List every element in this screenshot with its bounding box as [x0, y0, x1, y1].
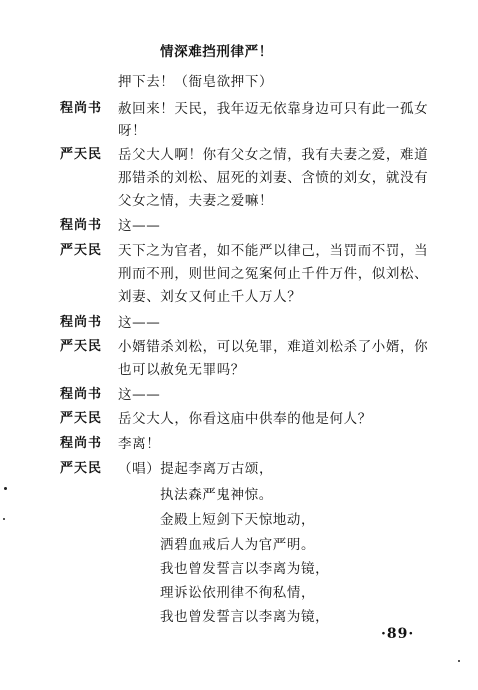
dialogue-line: 刑而不刑，则世间之冤案何止千件万件，似刘松、	[118, 266, 429, 282]
dialogue-line: 天下之为官者，如不能严以律己，当罚而不罚，当	[118, 243, 429, 259]
speaker-name: 严天民	[60, 147, 103, 162]
dialogue-line: 呀！	[118, 123, 147, 139]
speaker-name: 严天民	[60, 339, 103, 354]
verse-title: 情深难挡刑律严！	[160, 44, 273, 60]
dialogue-line: 刘妻、刘女又何止千人万人？	[118, 289, 302, 305]
speaker-name: 严天民	[60, 461, 103, 476]
song-line: 我也曾发誓言以李离为镜，	[160, 561, 330, 577]
scan-speck	[3, 518, 5, 520]
song-line: 执法森严鬼神惊。	[160, 487, 273, 503]
dialogue-line: 这——	[118, 387, 161, 403]
dialogue-line: 岳父大人，你看这庙中供奉的他是何人？	[118, 411, 372, 427]
dialogue-line: 这——	[118, 315, 161, 331]
speaker-name: 程尚书	[60, 101, 103, 116]
scan-speck	[4, 487, 7, 490]
scan-speck	[458, 660, 460, 662]
dialogue-line: 赦回来！天民，我年迈无依靠身边可只有此一孤女	[118, 101, 429, 117]
dialogue-line: 那错杀的刘松、屈死的刘妻、含愤的刘女，就没有	[118, 170, 429, 186]
speaker-name: 程尚书	[60, 436, 103, 451]
dialogue-line: 岳父大人啊！你有父女之情，我有夫妻之爱，难道	[118, 147, 429, 163]
speaker-name: 严天民	[60, 411, 103, 426]
dialogue-line: 父女之情，夫妻之爱嘛！	[118, 193, 274, 209]
speaker-name: 程尚书	[60, 218, 103, 233]
dialogue-line: （唱）提起李离万古颂，	[118, 461, 274, 477]
page-number: ·89·	[381, 626, 415, 642]
song-line: 金殿上短剑下天惊地动，	[160, 512, 316, 528]
dialogue-line: 李离！	[118, 436, 161, 452]
speaker-name: 严天民	[60, 243, 103, 258]
speaker-name: 程尚书	[60, 315, 103, 330]
song-line: 洒碧血戒后人为官严明。	[160, 537, 316, 553]
dialogue-line: 这——	[118, 218, 161, 234]
song-line: 我也曾发誓言以李离为镜，	[160, 609, 330, 625]
song-line: 理诉讼依刑律不徇私情，	[160, 585, 316, 601]
dialogue-line: 小婿错杀刘松，可以免罪，难道刘松杀了小婿，你	[118, 339, 429, 355]
stage-direction: 押下去！（衙皂欲押下）	[118, 74, 274, 90]
dialogue-line: 也可以赦免无罪吗？	[118, 362, 245, 378]
speaker-name: 程尚书	[60, 387, 103, 402]
